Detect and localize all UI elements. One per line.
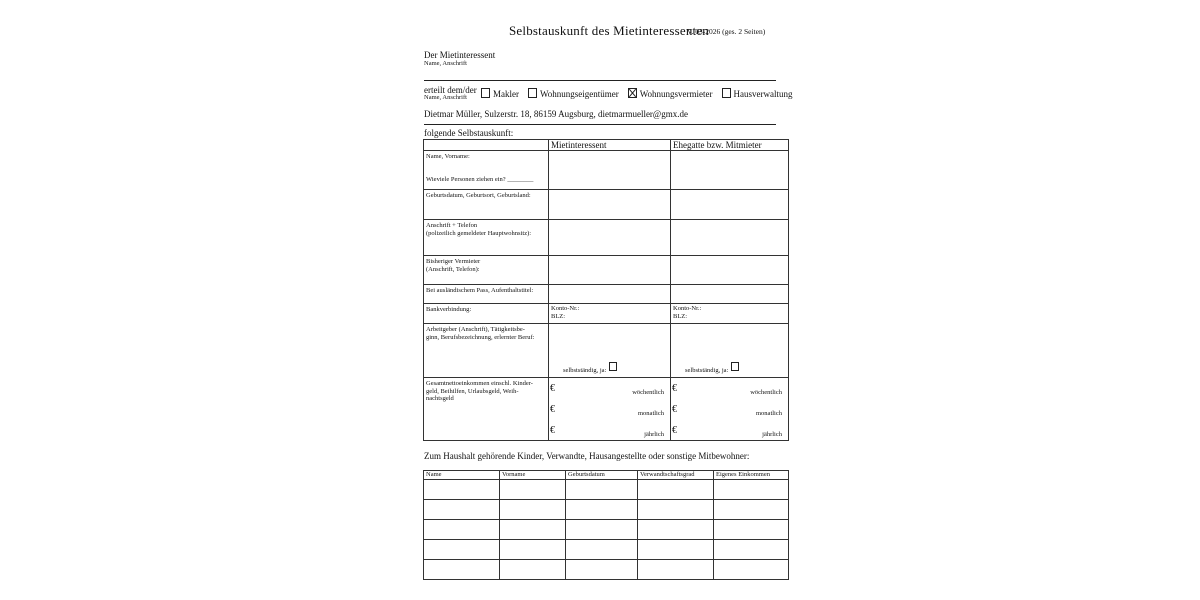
table-cell[interactable] xyxy=(714,500,789,520)
table-cell[interactable] xyxy=(638,520,714,540)
cell-birth-applicant[interactable] xyxy=(549,190,671,220)
cell-name-applicant[interactable] xyxy=(549,151,671,190)
income-monthly-label: monatlich xyxy=(756,410,782,417)
self-employed-spouse: selbstständig, ja: xyxy=(685,362,742,374)
row-label-income: Gesamtnettoeinkommen einschl. Kinder- geld, Beihilfen, Urlaubsgeld, Weih- nachtsgeld xyxy=(424,378,549,441)
intro-text: folgende Selbstauskunft: xyxy=(424,128,514,138)
recipient-input-line xyxy=(424,124,776,125)
table-cell[interactable] xyxy=(714,540,789,560)
table-cell[interactable] xyxy=(638,540,714,560)
euro-sign: € xyxy=(672,383,677,394)
household-heading: Zum Haushalt gehörende Kinder, Verwandte, Hausangestellte oder sonstige Mitbewohner: xyxy=(424,451,750,461)
option-makler[interactable]: Makler xyxy=(476,88,519,99)
cell-name-spouse[interactable] xyxy=(671,151,789,190)
row-label-address: Anschrift + Telefon (polizeilich gemeldeter Hauptwohnsitz): xyxy=(424,220,549,256)
cell-landlord-spouse[interactable] xyxy=(671,256,789,285)
cell-passport-applicant[interactable] xyxy=(549,285,671,304)
cell-bank-applicant[interactable]: Konto-Nr.: BLZ: xyxy=(549,304,671,324)
header-empty-cell xyxy=(424,140,549,151)
table-cell[interactable] xyxy=(714,480,789,500)
table-cell[interactable] xyxy=(638,480,714,500)
cell-birth-spouse[interactable] xyxy=(671,190,789,220)
income-yearly-label: jährlich xyxy=(644,431,664,438)
household-column-einkommen: Eigenes Einkommen xyxy=(714,471,789,480)
cell-bank-spouse[interactable]: Konto-Nr.: BLZ: xyxy=(671,304,789,324)
table-cell[interactable] xyxy=(424,540,500,560)
table-cell[interactable] xyxy=(566,500,638,520)
hausverwaltung-checkbox[interactable] xyxy=(722,88,731,98)
euro-sign: € xyxy=(550,383,555,394)
table-cell[interactable] xyxy=(424,480,500,500)
self-employed-spouse-checkbox[interactable] xyxy=(731,362,739,371)
table-cell[interactable] xyxy=(500,500,566,520)
euro-sign: € xyxy=(672,425,677,436)
table-cell[interactable] xyxy=(500,520,566,540)
form-version: V. 03-2026 (ges. 2 Seiten) xyxy=(687,27,766,36)
household-row xyxy=(424,480,789,500)
recipient-value[interactable]: Dietmar Müller, Sulzerstr. 18, 86159 Augsburg, dietmarmueller@gmx.de xyxy=(424,109,688,119)
euro-sign: € xyxy=(550,404,555,415)
option-wohnungseigentuemer[interactable]: Wohnungseigentümer xyxy=(523,88,619,99)
household-column-vorname: Vorname xyxy=(500,471,566,480)
table-cell[interactable] xyxy=(638,560,714,580)
table-cell[interactable] xyxy=(714,560,789,580)
form-title: Selbstauskunft des Mietinteressenten xyxy=(509,23,709,38)
table-cell[interactable] xyxy=(500,540,566,560)
household-row xyxy=(424,520,789,540)
row-label-employer: Arbeitgeber (Anschrift), Tätigkeitsbe- ginn, Berufsbezeichnung, erlernter Beruf: xyxy=(424,324,549,378)
row-label-landlord: Bisheriger Vermieter (Anschrift, Telefon): xyxy=(424,256,549,285)
income-weekly-label: wöchentlich xyxy=(750,389,782,396)
self-employed-applicant: selbstständig, ja: xyxy=(563,362,620,374)
cell-passport-spouse[interactable] xyxy=(671,285,789,304)
cell-address-applicant[interactable] xyxy=(549,220,671,256)
recipient-label: erteilt dem/der xyxy=(424,85,477,95)
euro-sign: € xyxy=(672,404,677,415)
cell-landlord-applicant[interactable] xyxy=(549,256,671,285)
table-cell[interactable] xyxy=(424,560,500,580)
cell-income-spouse[interactable] xyxy=(671,378,789,441)
income-monthly-label: monatlich xyxy=(638,410,664,417)
table-cell[interactable] xyxy=(566,520,638,540)
table-cell[interactable] xyxy=(566,480,638,500)
column-header-applicant: Mietinteressent xyxy=(549,140,671,151)
self-disclosure-table xyxy=(423,139,789,441)
table-cell[interactable] xyxy=(566,560,638,580)
row-label-name: Name, Vorname: Wieviele Personen ziehen ein? ________ xyxy=(424,151,549,190)
table-cell[interactable] xyxy=(500,560,566,580)
table-cell[interactable] xyxy=(566,540,638,560)
household-column-geburtsdatum: Geburtsdatum xyxy=(566,471,638,480)
wohnungseigentuemer-checkbox[interactable] xyxy=(528,88,537,98)
euro-sign: € xyxy=(550,425,555,436)
household-table xyxy=(423,470,789,580)
applicant-input-line[interactable] xyxy=(424,80,776,81)
household-column-verwandtschaftsgrad: Verwandtschaftsgrad xyxy=(638,471,714,480)
row-label-birth: Geburtsdatum, Geburtsort, Geburtsland: xyxy=(424,190,549,220)
household-row xyxy=(424,500,789,520)
table-cell[interactable] xyxy=(714,520,789,540)
self-employed-applicant-checkbox[interactable] xyxy=(609,362,617,371)
household-row xyxy=(424,560,789,580)
income-yearly-label: jährlich xyxy=(762,431,782,438)
income-weekly-label: wöchentlich xyxy=(632,389,664,396)
cell-income-applicant[interactable] xyxy=(549,378,671,441)
table-cell[interactable] xyxy=(424,520,500,540)
table-cell[interactable] xyxy=(424,500,500,520)
household-column-name: Name xyxy=(424,471,500,480)
row-label-passport: Bei ausländischem Pass, Aufenthaltstitel: xyxy=(424,285,549,304)
household-row xyxy=(424,540,789,560)
applicant-label: Der Mietinteressent xyxy=(424,50,496,60)
cell-address-spouse[interactable] xyxy=(671,220,789,256)
table-cell[interactable] xyxy=(638,500,714,520)
option-hausverwaltung[interactable]: Hausverwaltung xyxy=(717,88,793,99)
table-cell[interactable] xyxy=(500,480,566,500)
option-wohnungsvermieter[interactable]: Wohnungsvermieter xyxy=(623,88,713,99)
persons-question: Wieviele Personen ziehen ein? ________ xyxy=(426,176,534,183)
row-label-bank: Bankverbindung: xyxy=(424,304,549,324)
cell-employer-applicant[interactable] xyxy=(549,324,671,378)
recipient-options xyxy=(476,84,793,102)
wohnungsvermieter-checkbox[interactable] xyxy=(628,88,637,98)
column-header-spouse: Ehegatte bzw. Mitmieter xyxy=(671,140,789,151)
recipient-sublabel: Name, Anschrift xyxy=(424,94,467,101)
applicant-sublabel: Name, Anschrift xyxy=(424,60,467,67)
makler-checkbox[interactable] xyxy=(481,88,490,98)
cell-employer-spouse[interactable] xyxy=(671,324,789,378)
